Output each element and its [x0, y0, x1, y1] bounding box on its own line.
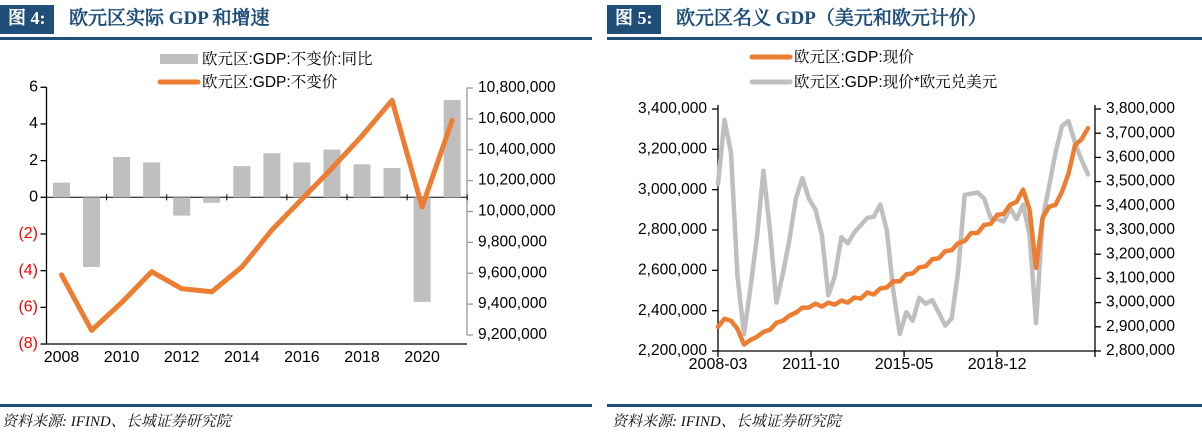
figure-5-title-underline	[607, 37, 1202, 40]
right-axis-tick-label: 2,900,000	[1106, 317, 1175, 335]
left-axis-tick-label: 0	[29, 188, 38, 206]
x-axis-tick-label: 2010	[103, 349, 140, 366]
figure-4-title: 欧元区实际 GDP 和增速	[69, 8, 270, 29]
gdp-level-line	[62, 100, 453, 330]
legend-label: 欧元区:GDP:现价*欧元兑美元	[794, 74, 998, 92]
legend-label: 欧元区:GDP:不变价:同比	[202, 51, 373, 69]
gdp-yoy-bar	[384, 168, 401, 197]
legend-label: 欧元区:GDP:不变价	[202, 74, 338, 92]
left-axis-tick-label: 3,400,000	[638, 100, 707, 118]
left-axis-tick-label: 2,600,000	[638, 261, 707, 279]
left-axis-tick-label: (4)	[18, 261, 38, 279]
right-axis-tick-label: 9,400,000	[478, 295, 547, 313]
x-axis-tick-label: 2020	[404, 349, 440, 366]
left-axis-tick-label: 2	[29, 151, 38, 169]
gdp-yoy-bar	[414, 197, 431, 302]
right-axis-tick-label: 3,300,000	[1106, 221, 1175, 239]
right-axis-tick-label: 3,500,000	[1106, 172, 1175, 190]
right-axis-tick-label: 3,000,000	[1106, 293, 1175, 311]
figure-5-source-note: 资料来源: IFIND、长城证券研究院	[612, 414, 841, 430]
gdp-eur-line	[718, 128, 1088, 344]
gdp-yoy-bar	[173, 197, 190, 215]
left-axis-tick-label: 2,400,000	[638, 301, 707, 319]
legend-label: 欧元区:GDP:现价	[794, 49, 914, 67]
figure-5-title: 欧元区名义 GDP（美元和欧元计价）	[676, 8, 987, 29]
x-axis-tick-label: 2014	[224, 349, 260, 366]
right-axis-tick-label: 3,400,000	[1106, 196, 1175, 214]
right-axis-tick-label: 10,400,000	[478, 140, 556, 158]
right-axis-tick-label: 9,600,000	[478, 264, 547, 282]
x-axis-tick-label: 2015-05	[874, 356, 934, 373]
left-axis-tick-label: 4	[29, 115, 38, 133]
right-axis-tick-label: 10,800,000	[478, 79, 556, 97]
legend-swatch-bar	[160, 54, 198, 64]
right-axis-tick-label: 9,800,000	[478, 233, 547, 251]
x-axis-tick-label: 2012	[163, 349, 200, 366]
right-axis-tick-label: 3,600,000	[1106, 148, 1175, 166]
gdp-yoy-bar	[113, 157, 130, 197]
eurozone-real-gdp-chart	[0, 44, 600, 392]
left-axis-tick-label: 3,000,000	[638, 180, 707, 198]
eurozone-nominal-gdp-chart	[601, 44, 1202, 392]
figure-5-panel	[601, 0, 1202, 441]
right-axis-tick-label: 3,200,000	[1106, 245, 1175, 263]
figure-4-source-divider	[0, 404, 592, 407]
x-axis-tick-label: 2011-10	[782, 356, 840, 373]
left-axis-tick-label: 2,200,000	[638, 342, 707, 360]
right-axis-tick-label: 9,200,000	[478, 326, 547, 344]
right-axis-tick-label: 10,200,000	[478, 171, 556, 189]
right-axis-tick-label: 3,100,000	[1106, 269, 1175, 287]
left-axis-tick-label: (6)	[18, 298, 38, 316]
figure-5-source-divider	[607, 404, 1202, 407]
gdp-yoy-bar	[444, 100, 461, 197]
gdp-yoy-bar	[203, 197, 220, 203]
left-axis-tick-label: 3,200,000	[638, 140, 707, 158]
x-axis-tick-label: 2008-03	[688, 356, 748, 373]
figure-4-tag: 图 4:	[0, 5, 54, 34]
left-axis-tick-label: (8)	[18, 335, 38, 353]
figure-4-source-note: 资料来源: IFIND、长城证券研究院	[2, 414, 231, 430]
gdp-yoy-bar	[53, 183, 70, 198]
x-axis-tick-label: 2008	[43, 349, 80, 366]
right-axis-tick-label: 3,700,000	[1106, 124, 1175, 142]
gdp-yoy-bar	[143, 162, 160, 197]
x-axis-tick-label: 2016	[284, 349, 320, 366]
right-axis-tick-label: 2,800,000	[1106, 342, 1175, 360]
x-axis-tick-label: 2018	[344, 349, 380, 366]
right-axis-tick-label: 10,600,000	[478, 109, 556, 127]
x-axis-tick-label: 2018-12	[967, 356, 1027, 373]
gdp-yoy-bar	[354, 164, 371, 197]
gdp-yoy-bar	[263, 153, 280, 197]
gdp-yoy-bar	[83, 197, 100, 267]
gdp-yoy-bar	[233, 166, 250, 197]
left-axis-tick-label: 2,800,000	[638, 221, 707, 239]
left-axis-tick-label: 6	[29, 78, 38, 96]
figure-4-title-underline	[0, 37, 592, 40]
right-axis-tick-label: 10,000,000	[478, 202, 556, 220]
right-axis-tick-label: 3,800,000	[1106, 100, 1175, 118]
figure-5-tag: 图 5:	[607, 5, 661, 34]
left-axis-tick-label: (2)	[18, 225, 38, 243]
